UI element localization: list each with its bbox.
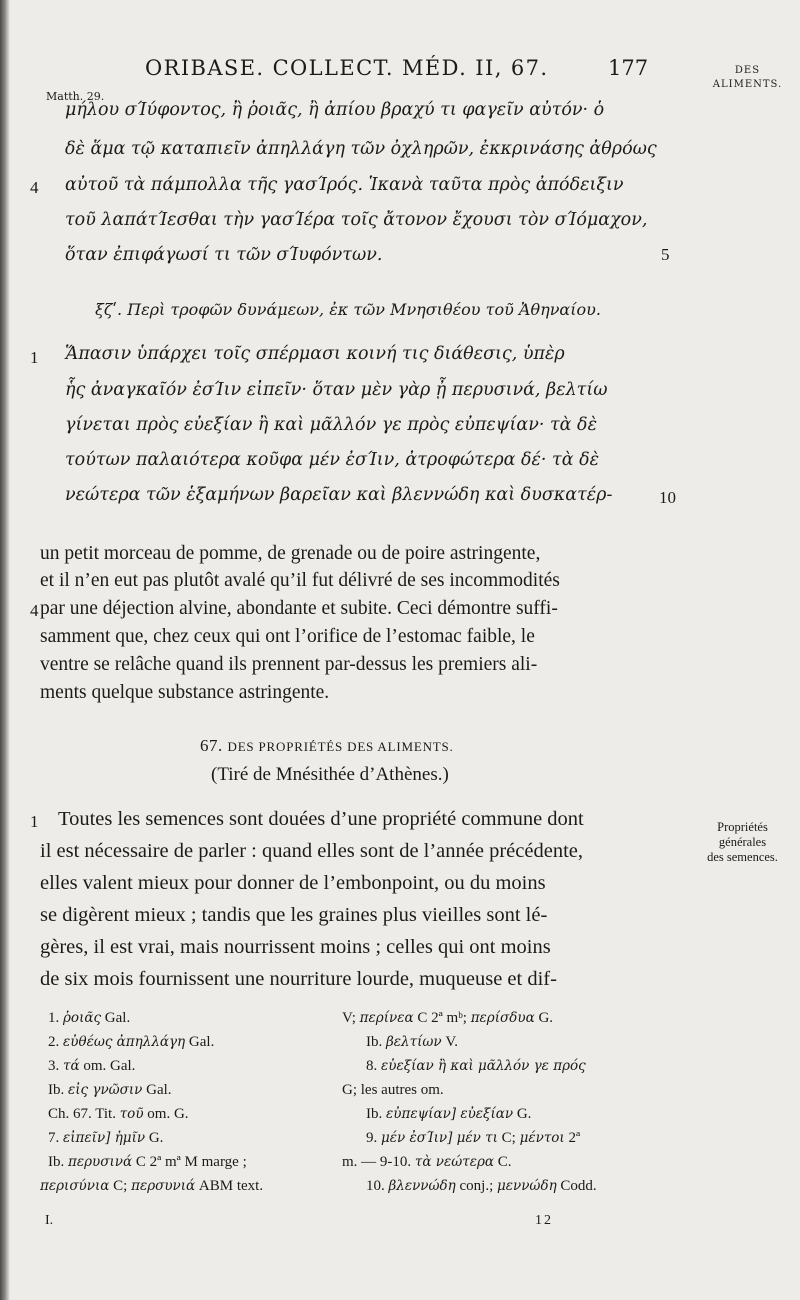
footnote: 9. μέν ἐσΊιν] μέν τι C; μέντοι 2ª [366,1130,581,1146]
side-heading [700,64,795,92]
footnote: m. — 9-10. τὰ νεώτερα C. [342,1154,512,1170]
signature-mark: I. [45,1213,54,1228]
section-number: 67. [200,736,223,755]
footnote: Ib. εἰς γνῶσιν Gal. [48,1082,172,1098]
french-line: elles valent mieux pour donner de l’embonpoint, ou du moins [40,872,546,894]
line-number: 5 [661,245,670,264]
footnote: 3. τά om. Gal. [48,1058,136,1074]
greek-chapter-heading: ξζʹ. Περὶ τροφῶν δυνάμεων, ἐκ τῶν Μνησιθέου τοῦ Ἀθηναίου. [95,300,601,319]
footnote: Ib. περυσινά C 2ª mª M marge ; [48,1154,247,1170]
greek-line: νεώτερα τῶν ἑξαμήνων βαρεῖαν καὶ βλεννώδη καὶ δυσκατέρ- [65,485,613,505]
french-line: et il n’en eut pas plutôt avalé qu’il fut délivré de ses incommodités [40,570,560,591]
french-line: de six mois fournissent une nourriture lourde, muqueuse et dif- [40,968,557,990]
greek-line: γίνεται πρὸς εὐεξίαν ἢ καὶ μᾶλλόν γε πρὸς εὐπεψίαν· τὰ δὲ [65,415,597,435]
side-note-line: Propriétés [717,820,768,834]
french-line: se digèrent mieux ; tandis que les graines plus vieilles sont lé- [40,904,548,926]
greek-line: Ἅπασιν ὑπάρχει τοῖς σπέρμασι κοινή τις διάθεσις, ὑπὲρ [65,344,565,364]
side-note-line: des semences. [707,850,778,864]
footnote: G; les autres om. [342,1082,444,1098]
footnote: 8. εὐεξίαν ἢ καὶ μᾶλλόν γε πρός [366,1058,586,1074]
french-line: ventre se relâche quand ils prennent par-dessus les premiers ali- [40,654,538,675]
signature-number: 12 [535,1213,553,1228]
footnote: 10. βλεννώδη conj.; μεννώδη Codd. [366,1178,597,1194]
french-line: gères, il est vrai, mais nourrissent moins ; celles qui ont moins [40,936,551,958]
margin-reference: Matth. 29. [46,90,105,103]
footnote: περισύνια C; περσυνιά ABM text. [40,1178,264,1194]
footnote: Ch. 67. Tit. τοῦ om. G. [48,1106,189,1122]
section-title-text: DES PROPRIÉTÉS DES ALIMENTS. [227,739,454,754]
footnote: 1. ῥοιᾶς Gal. [48,1010,131,1026]
french-line: samment que, chez ceux qui ont l’orifice de l’estomac faible, le [40,626,535,647]
french-line: un petit morceau de pomme, de grenade ou de poire astringente, [40,543,541,564]
greek-line: ὅταν ἐπιφάγωσί τι τῶν σΊυφόντων. [65,245,383,265]
side-heading-line: DES [734,65,761,76]
footnote: Ib. εὐπεψίαν] εὐεξίαν G. [366,1106,532,1122]
section-title [200,736,454,756]
footnote: V; περίνεα C 2ª mᵇ; περίσδυα G. [342,1010,554,1026]
side-note [690,820,795,865]
french-line: Toutes les semences sont douées d’une propriété commune dont [58,808,584,830]
line-number: 4 [30,601,39,620]
footnote: 2. εὐθέως ἀπηλλάγη Gal. [48,1034,215,1050]
footnote: Ib. βελτίων V. [366,1034,458,1050]
line-number: 1 [30,348,39,367]
running-head: ORIBASE. COLLECT. MÉD. II, 67. [145,56,549,80]
side-heading-line: ALIMENTS. [712,79,783,90]
line-number: 4 [30,178,39,197]
greek-line: τούτων παλαιότερα κοῦφα μέν ἐσΊιν, ἀτροφώτερα δέ· τὰ δὲ [65,450,600,470]
line-number: 1 [30,812,39,831]
footnote: 7. εἰπεῖν] ἡμῖν G. [48,1130,164,1146]
greek-line: αὐτοῦ τὰ πάμπολλα τῆς γασΊρός. Ἱκανὰ ταῦτα πρὸς ἀπόδειξιν [65,175,624,195]
line-number: 10 [659,488,676,507]
greek-line: τοῦ λαπάτΊεσθαι τὴν γασΊέρα τοῖς ἄτονον ἔχουσι τὸν σΊόμαχον, [65,210,648,230]
french-line: par une déjection alvine, abondante et subite. Ceci démontre suffi- [40,598,558,619]
side-note-line: générales [718,835,767,849]
greek-line: δὲ ἅμα τῷ καταπιεῖν ἀπηλλάγη τῶν ὀχληρῶν, ἐκκρινάσης ἀθρόως [65,139,657,159]
greek-line: μήλου σΊύφοντος, ἢ ῥοιᾶς, ἢ ἀπίου βραχύ τι φαγεῖν αὐτόν· ὁ [65,100,605,120]
page-gutter-shadow [0,0,10,1300]
greek-line: ἧς ἀναγκαῖόν ἐσΊιν εἰπεῖν· ὅταν μὲν γὰρ ᾖ περυσινά, βελτίω [65,380,608,400]
page-number: 177 [608,56,649,80]
french-line: ments quelque substance astringente. [40,682,330,703]
french-line: il est nécessaire de parler : quand elles sont de l’année précédente, [40,840,583,862]
section-source: (Tiré de Mnésithée d’Athènes.) [211,764,449,785]
